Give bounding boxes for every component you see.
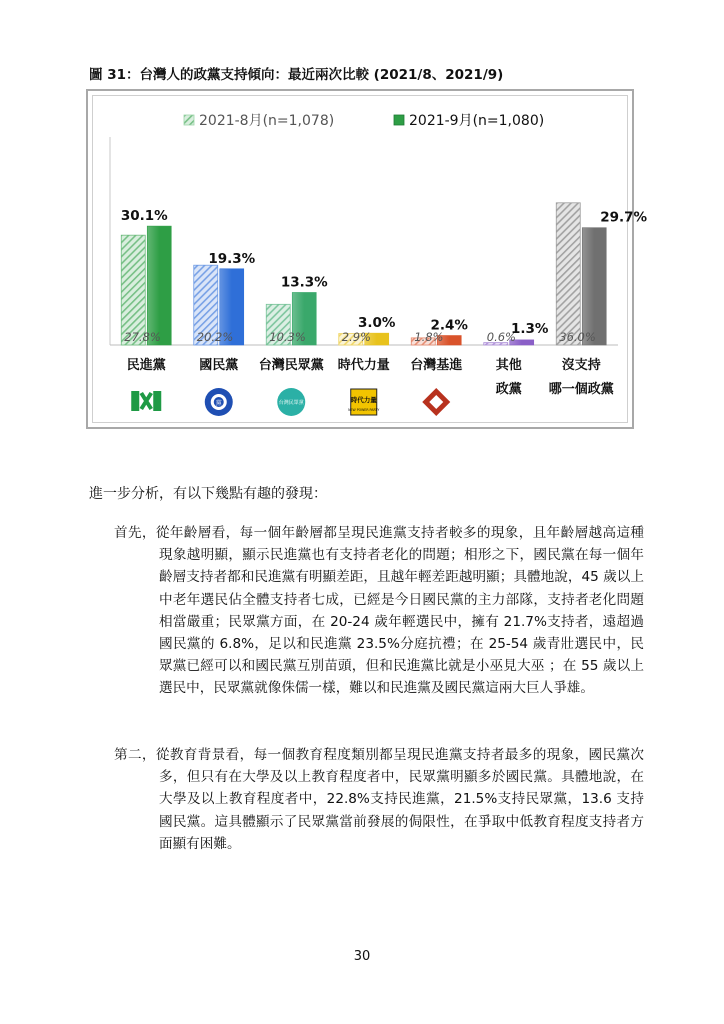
category-label-2: 台灣民眾黨 — [258, 358, 324, 373]
data-label-2021-9-0: 30.1% — [120, 208, 168, 225]
bar-2021-8-6 — [556, 203, 580, 345]
data-label-2021-9-4: 2.4% — [430, 317, 468, 334]
data-label-2021-8-0: 27.8% — [124, 330, 161, 344]
category-label-6: 沒支持 — [561, 358, 601, 373]
legend-swatch-2021-9 — [394, 115, 404, 125]
dpp-logo-bar-left — [131, 391, 139, 411]
category-label-0: 民進黨 — [126, 358, 166, 373]
data-label-2021-8-6: 36.0% — [559, 330, 596, 344]
legend-label-2021-8: 2021-8月(n=1,078) — [199, 113, 335, 129]
tpp-logo-text: 台灣民眾黨 — [278, 400, 304, 406]
data-label-2021-9-6: 29.7% — [600, 209, 648, 226]
figure-title: 圖 31：台灣人的政黨支持傾向：最近兩次比較 (2021/8、2021/9) — [89, 67, 504, 83]
npp-logo-text: 時代力量 — [350, 396, 377, 404]
category-label-3: 時代力量 — [337, 358, 390, 373]
data-label-2021-8-2: 10.3% — [269, 330, 306, 344]
intro-text: 進一步分析，有以下幾點有趣的發現： — [89, 486, 327, 502]
data-label-2021-9-1: 19.3% — [208, 250, 256, 267]
bar-2021-9-0 — [147, 226, 171, 345]
paragraph-education: 第二，從教育背景看，每一個教育程度類別都呈現民進黨支持者最多的現象，國民黨次多，但只有在大學及以上教育程度者中，民眾黨明顯多於國民黨。具體地說，在大學及以上教育程度者中，22.8%支持民進黨，21.5%支持民眾黨，13.6 支持國民黨。這具體顯示了民眾黨當前發展的侷限性，在爭取中低教育程度支持者方面顯有困難。 — [114, 747, 644, 852]
dpp-logo-bar-right — [153, 391, 161, 411]
category-label-4: 台灣基進 — [410, 358, 463, 373]
page-number: 30 — [353, 949, 371, 964]
bar-2021-8-0 — [121, 235, 145, 345]
bar-chart — [88, 91, 648, 427]
category-label-1: 國民黨 — [199, 358, 239, 373]
legend-swatch-2021-8 — [184, 115, 194, 125]
legend-label-2021-9: 2021-9月(n=1,080) — [409, 113, 545, 129]
data-label-2021-8-1: 20.2% — [196, 330, 234, 344]
data-label-2021-8-3: 2.9% — [341, 330, 371, 344]
kmt-logo-text: 黨 — [215, 400, 222, 407]
paragraph-age: 首先，從年齡層看，每一個年齡層都呈現民進黨支持者較多的現象，且年齡層越高這種現象越明顯，顯示民進黨也有支持者老化的問題；相形之下，國民黨在每一個年齡層支持者都和民進黨有明顯差距，且越年輕差距越明顯；具體地說，45 歲以上中老年選民佔全體支持者七成，已經是今日國民黨的主力部隊，支持者老化問題相當嚴重；民眾黨方面，在 20-24 歲年輕選民中，擁有 21.7%支持者，遠超過國民黨的 6.8%，足以和民進黨 23.5%分庭抗禮；在 25-54 歲青壯選民中，民眾黨已經可以和國民黨互別苗頭，但和民進黨比就是小巫見大巫 ；在 55 歲以上選民中，民眾黨就像侏儒一樣，難以和民進黨及國民黨這兩大巨人爭雄。 — [114, 525, 644, 697]
npp-logo-subtext: NEW POWER PARTY — [348, 408, 380, 412]
data-label-2021-8-4: 1.8% — [414, 330, 444, 344]
category-label-line2-5: 政黨 — [495, 382, 522, 397]
bar-2021-9-6 — [582, 228, 606, 345]
category-label-line2-6: 哪一個政黨 — [548, 382, 614, 397]
data-label-2021-9-5: 1.3% — [511, 321, 549, 337]
chart-frame — [86, 89, 648, 429]
data-label-2021-8-5: 0.6% — [486, 330, 516, 344]
category-label-5: 其他 — [495, 358, 522, 373]
data-label-2021-9-2: 13.3% — [280, 274, 328, 291]
data-label-2021-9-3: 3.0% — [358, 315, 396, 332]
